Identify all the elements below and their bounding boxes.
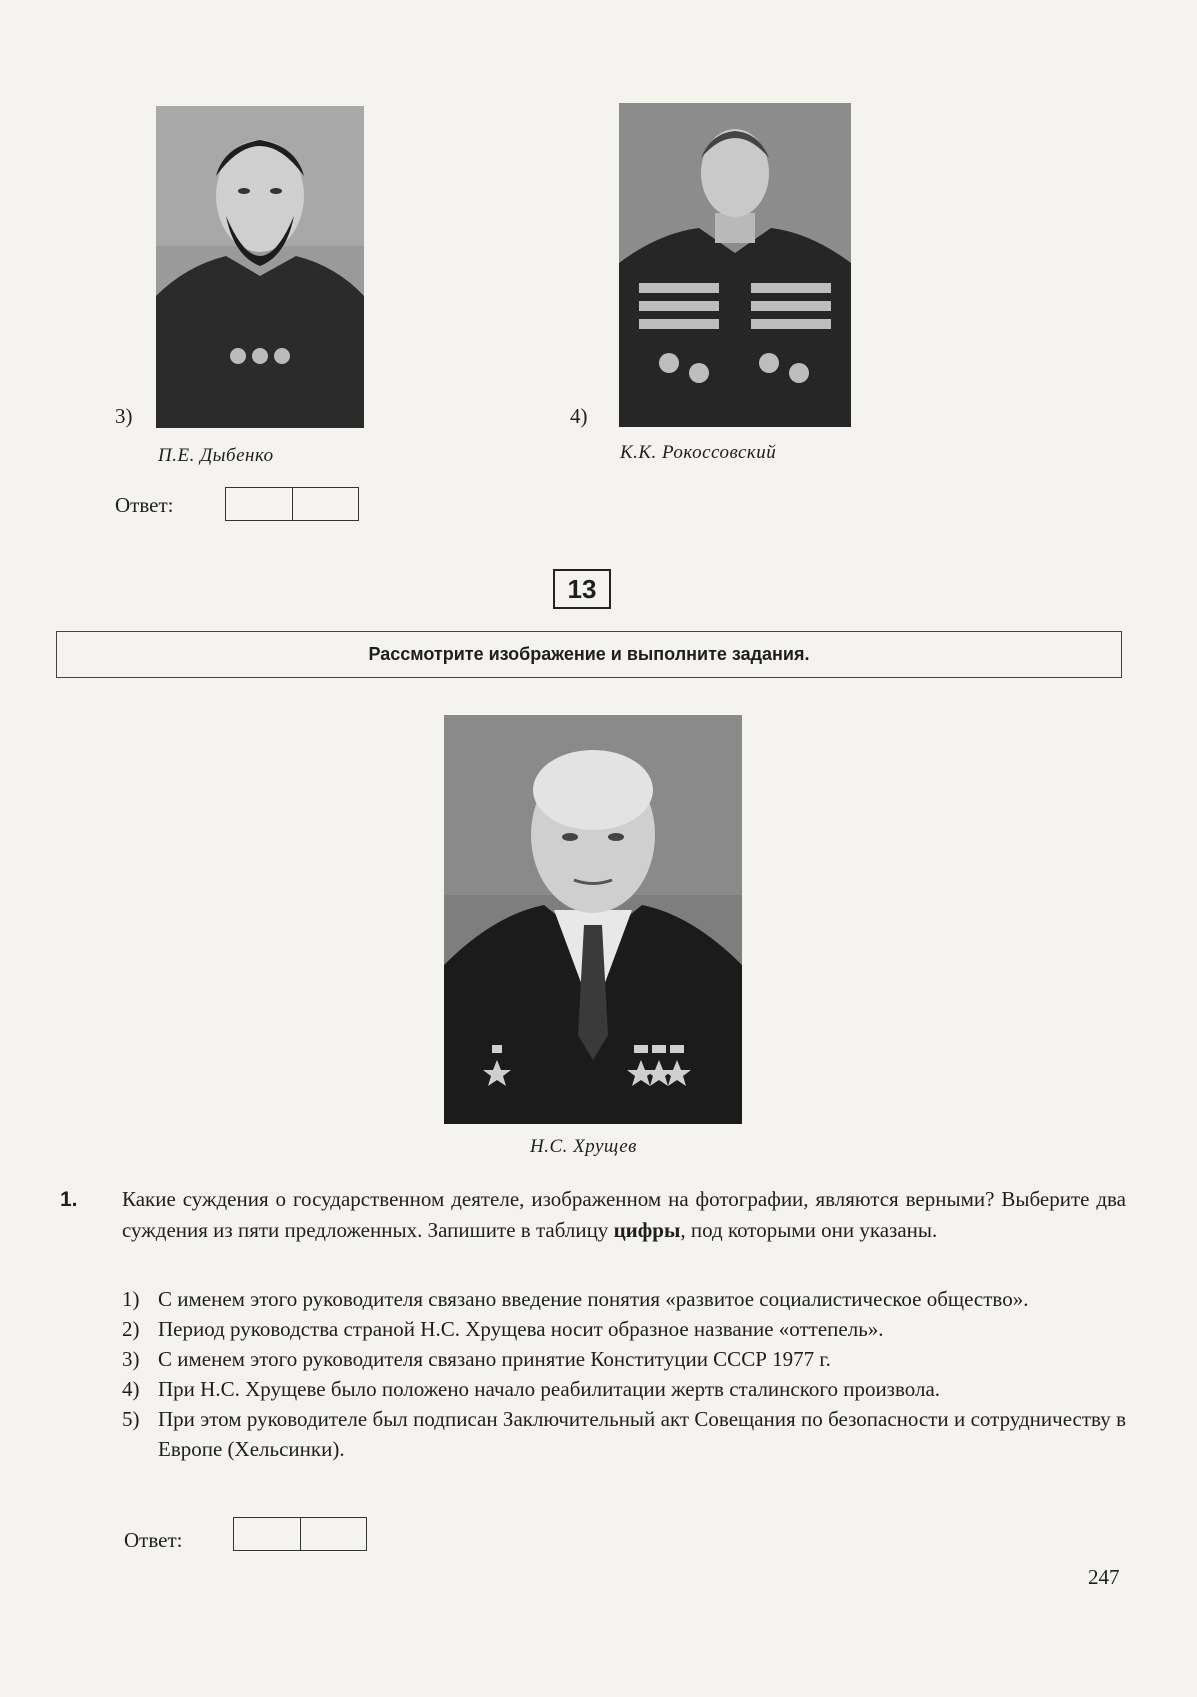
- page-number: 247: [1088, 1565, 1120, 1589]
- option-2: [122, 1314, 1126, 1344]
- candidate-4-number: 4): [570, 404, 588, 428]
- portrait-khrushchev: [444, 715, 742, 1124]
- option-text: С именем этого руководителя связано принятие Конституции СССР 1977 г.: [158, 1347, 831, 1371]
- answer-label-bottom: Ответ:: [124, 1528, 183, 1552]
- question-text-part-1: Какие суждения о государственном деятеле, изображенном на фотографии, являются верными? Выберите два суждения из пяти предложенных. Запишите в таблицу: [122, 1187, 1126, 1242]
- option-number: 2): [122, 1317, 140, 1341]
- task-instruction: Рассмотрите изображение и выполните задания.: [56, 631, 1122, 678]
- portrait-dybenko: [156, 106, 364, 428]
- option-number: 5): [122, 1407, 140, 1431]
- candidate-3-number: 3): [115, 404, 133, 428]
- option-text: При этом руководителе был подписан Заключительный акт Совещания по безопасности и сотрудничеству в Европе (Хельсинки).: [158, 1407, 1126, 1461]
- option-text: Период руководства страной Н.С. Хрущева носит образное название «оттепель».: [158, 1317, 884, 1341]
- answer-box-top[interactable]: [225, 487, 359, 521]
- task-photo-caption: Н.С. Хрущев: [530, 1136, 637, 1157]
- question-text-part-2: , под которыми они указаны.: [680, 1218, 938, 1242]
- answer-label-top: Ответ:: [115, 493, 174, 517]
- option-number: 3): [122, 1347, 140, 1371]
- answer-box-bottom[interactable]: [233, 1517, 367, 1551]
- answer-cell-1[interactable]: [234, 1518, 301, 1550]
- option-number: 4): [122, 1377, 140, 1401]
- task-number: 13: [553, 569, 611, 609]
- option-5: [122, 1404, 1126, 1464]
- option-text: При Н.С. Хрущеве было положено начало реабилитации жертв сталинского произвола.: [158, 1377, 941, 1401]
- question-text: [122, 1184, 1126, 1246]
- answer-cell-2[interactable]: [293, 488, 359, 520]
- question-text-bold: цифры: [613, 1218, 681, 1242]
- candidate-3-caption: П.Е. Дыбенко: [158, 445, 274, 466]
- option-4: [122, 1374, 1126, 1404]
- question-options: [122, 1284, 1126, 1464]
- portrait-rokossovsky: [619, 103, 851, 427]
- option-text: С именем этого руководителя связано введение понятия «развитое социалистическое общество».: [158, 1287, 1029, 1311]
- option-number: 1): [122, 1287, 140, 1311]
- question-number: 1.: [60, 1188, 78, 1211]
- answer-cell-2[interactable]: [301, 1518, 367, 1550]
- option-3: [122, 1344, 1126, 1374]
- candidate-4-caption: К.К. Рокоссовский: [620, 442, 777, 463]
- answer-cell-1[interactable]: [226, 488, 293, 520]
- option-1: [122, 1284, 1126, 1314]
